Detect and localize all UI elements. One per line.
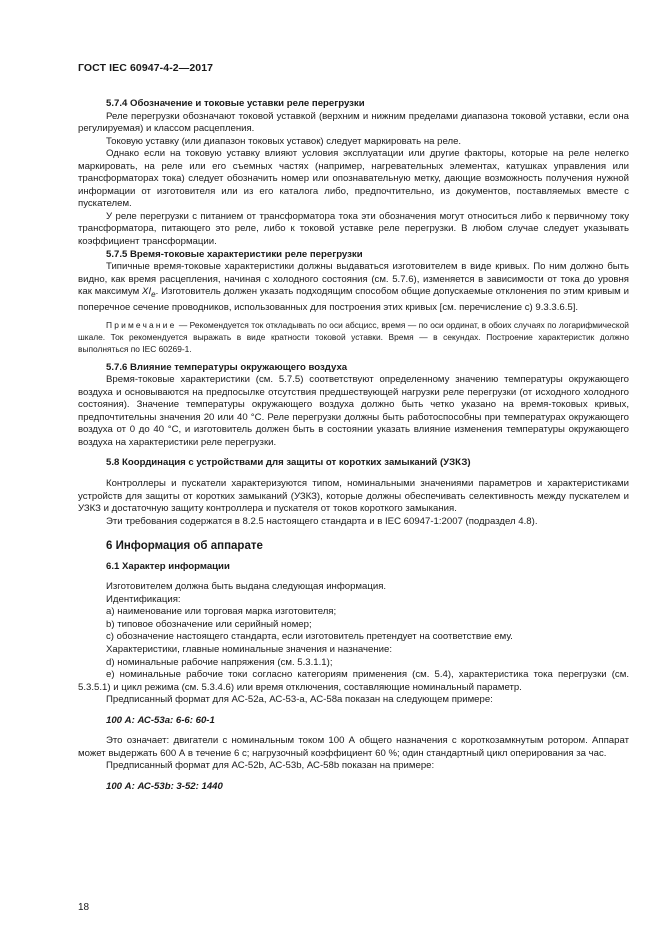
paragraph: Идентификация: [106,593,181,605]
struck-text: указать влияние изменения температуры окружающего воздуха на характеристики реле перегрузки. [78,424,629,448]
paragraph: Типичные время-токовые характеристики должны выдаваться изготовителем в виде кривых. По ним должно быть видно, как время расцепления, начиная с холодного состояния (см. 5.7.6), изменяется в зависимости от тока до уровня как максимум $XI_e$. Изготовитель должен указать подходящим способом общие допускаемые отклонения по этим кривым и поперечное сечение проводников, использованных для построения этих кривых [см. перечисление с) 9.3.3.6.5]. [78,261,629,313]
paragraph: У реле перегрузки с питанием от трансформатора тока эти обозначения могут относиться либо к первичному току трансформатора, питающего это реле, либо к токовой уставке реле перегрузки. В любом случае следует указывать коэффициент трансформации. [78,210,629,248]
list-item: c) обозначение настоящего стандарта, если изготовитель претендует на соответствие ему. [106,631,513,643]
list-item: a) наименование или торговая марка изготовителя; [106,606,337,618]
note-label: Примечание [106,320,177,331]
heading-6: 6 Информация об аппарате [106,540,263,553]
paragraph: Изготовителем должна быть выдана следующая информация. [106,581,387,593]
example-format: 100 А: АС-53а: 6-6: 60-1 [106,714,215,726]
page-header-title: ГОСТ IEC 60947-4-2—2017 [78,62,214,74]
paragraph: Однако если на токовую уставку влияют условия эксплуатации или другие факторы, которые на реле нелегко маркировать, на реле или его съемных частях (например, нагревательных элементах, катушках управления или трансформаторах тока) следует обозначить номер или опознавательную метку, дающие возможность получения нужной информации от изготовителя или из его каталога либо, предпочтительно, из документов, поставляемых вместе с пускателем. [78,148,629,210]
list-item: e) номинальные рабочие токи согласно категориям применения (см. 5.4), характеристика тока перегрузки (см. 5.3.5.1) и цикл режима (см. 5.3.4.6) или время отключения, составляющие номинальный параметр. [78,669,629,693]
heading-5-7-6: 5.7.6 Влияние температуры окружающего воздуха [106,361,348,373]
paragraph: Время-токовые характеристики (см. 5.7.5) соответствуют определенному значению температуры окружающего воздуха и основываются на предпосылке отсутствия предшествующей нагрузки реле перегрузки (от исходного холодного состояния). Значение температуры окружающего воздуха должно быть четко указано на время-токовых кривых, предпочтительны значения 20 или 40 °С. Реле перегрузки должны быть работоспособны при температурах окружающего воздуха от 0 до 40 °С, и изготовитель должен быть в состоянии указать влияние изменения температуры окружающего воздуха на характеристики реле перегрузки. [78,374,629,448]
heading-6-1: 6.1 Характер информации [106,560,230,572]
example-format: 100 А: АС-53b: 3-52: 1440 [106,780,223,792]
symbol-xie: $XI_e$ [142,286,156,300]
page-number: 18 [78,902,90,913]
list-item: b) типовое обозначение или серийный номер; [106,618,312,630]
heading-5-8: 5.8 Координация с устройствами для защиты от коротких замыканий (УЗКЗ) [106,457,471,469]
paragraph: Токовую уставку (или диапазон токовых уставок) следует маркировать на реле. [106,135,462,147]
heading-5-7-5: 5.7.5 Время-токовые характеристики реле перегрузки [106,248,363,260]
paragraph: Предписанный формат для АС-52а, АС-53-а, АС-58а показан на следующем примере: [106,694,493,706]
document-body [78,92,629,793]
paragraph: Предписанный формат для АС-52b, АС-53b, АС-58b показан на примере: [106,760,435,772]
paragraph: Контроллеры и пускатели характеризуются типом, номинальными значениями параметров и характеристиками устройств для защиты от коротких замыканий (УЗКЗ), которые должны обеспечивать селективность между пускателем и УЗКЗ и достаточную защиту контроллера и пускателя от токов короткого замыкания. [78,477,629,515]
paragraph: Эти требования содержатся в 8.2.5 настоящего стандарта и в IEC 60947-1:2007 (подраздел 4.8). [106,515,538,527]
paragraph: Характеристики, главные номинальные значения и назначение: [106,643,393,655]
paragraph: Реле перегрузки обозначают токовой уставкой (верхним и нижним пределами диапазона токовой уставки, если она регулируемая) и классом расцепления. [78,110,629,135]
note: Примечание — Рекомендуется ток откладывать по оси абсцисс, время — по оси ординат, в обоих случаях по логарифмической шкале. Ток рекомендуется выражать в виде кратности токовой уставки. Время — в секундах. Построение характеристик должно выполняться по IEC 60269-1. [78,320,629,354]
list-item: d) номинальные рабочие напряжения (см. 5.3.1.1); [106,656,333,668]
heading-5-7-4: 5.7.4 Обозначение и токовые уставки реле перегрузки [106,98,365,109]
paragraph: Это означает: двигатели с номинальным током 100 А общего назначения с короткозамкнутым ротором. Аппарат может выдержать 600 А в течение 6 с; нагрузочный коэффициент 60 %; один стандартный цикл оперирования за час. [78,735,629,759]
